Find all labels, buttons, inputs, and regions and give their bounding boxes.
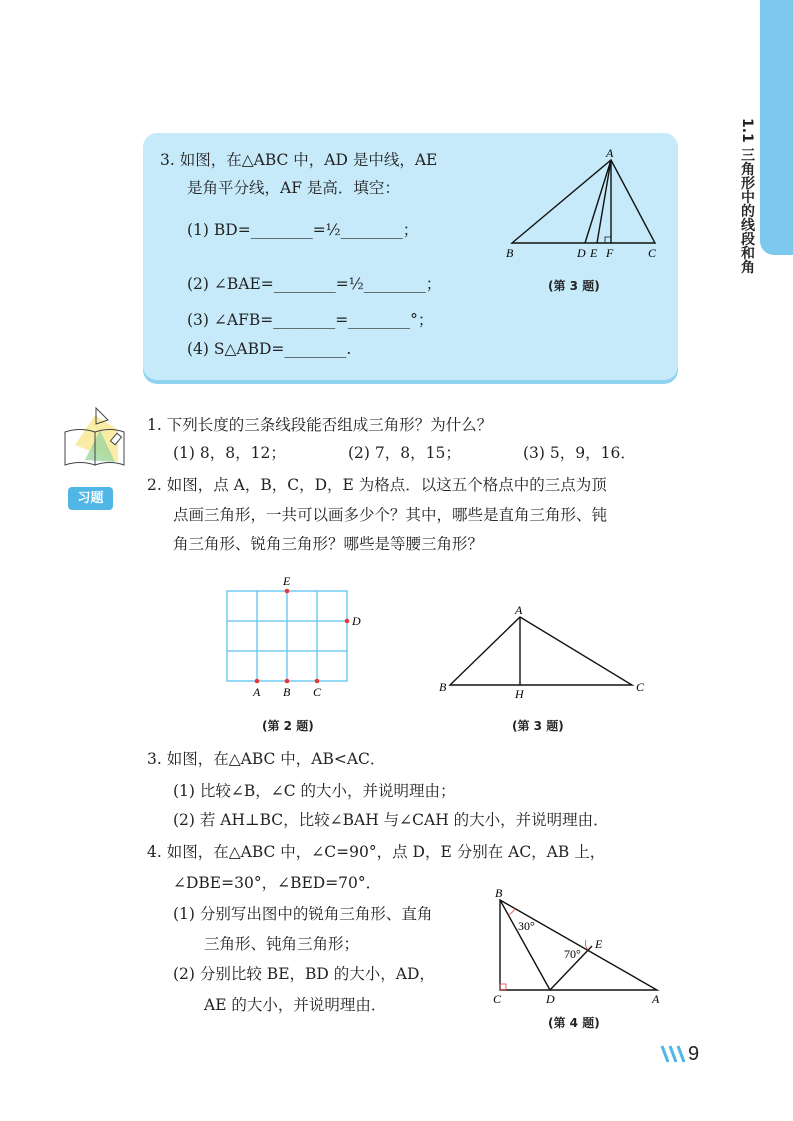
option: (2) 7，8，15； — [348, 444, 461, 462]
question-1: 1. 下列长度的三条线段能否组成三角形？为什么？ — [147, 416, 493, 434]
question-4-line: (1) 分别写出图中的锐角三角形、直角 — [173, 905, 433, 923]
point-label: E — [283, 574, 291, 588]
svg-text:D: D — [577, 246, 586, 260]
svg-text:C: C — [636, 680, 645, 694]
svg-text:E: E — [590, 246, 598, 260]
figure-caption: (第 3 题) — [548, 279, 600, 293]
point-label: A — [253, 685, 261, 699]
practice-line: (4) S△ABD=________. — [187, 340, 352, 358]
svg-text:70°: 70° — [564, 947, 581, 961]
svg-text:B: B — [495, 886, 503, 900]
practice-line: (2) ∠BAE=________=½________； — [187, 275, 442, 293]
triangle-abc-altitude — [450, 617, 632, 685]
question-4-line: 三角形、钝角三角形； — [204, 935, 360, 953]
svg-text:B: B — [506, 246, 514, 260]
figure-caption: (第 4 题) — [548, 1016, 600, 1030]
svg-text:C: C — [648, 246, 657, 260]
svg-text:A: A — [606, 146, 614, 160]
svg-text:C: C — [493, 992, 502, 1006]
svg-text:D: D — [546, 992, 555, 1006]
exercises-badge: 习题 — [68, 487, 113, 510]
svg-text:B: B — [439, 680, 447, 694]
option: (1) 8，8，12； — [173, 444, 286, 462]
section-title: 1.1 三角形中的线段和角 — [739, 118, 755, 274]
page-number: 9 — [688, 1043, 700, 1065]
figure-caption: (第 3 题) — [512, 719, 564, 733]
svg-text:E: E — [595, 937, 603, 951]
question-2: 2. 如图，点 A，B，C，D，E 为格点．以这五个格点中的三点为顶 — [147, 476, 607, 494]
svg-text:H: H — [515, 687, 524, 701]
right-triangle-figure — [500, 900, 657, 990]
grid-points — [255, 589, 350, 684]
practice-line: (1) BD=________=½________； — [187, 221, 419, 239]
question-3-line: (1) 比较∠B，∠C 的大小，并说明理由； — [173, 782, 456, 800]
question-4-line: ∠DBE=30°，∠BED=70°． — [173, 874, 382, 892]
question-4: 4. 如图，在△ABC 中，∠C=90°，点 D，E 分别在 AC，AB 上， — [147, 843, 606, 861]
svg-text:A: A — [515, 603, 523, 617]
book-icon — [65, 408, 124, 465]
question-4-line: (2) 分别比较 BE，BD 的大小，AD， — [173, 965, 435, 983]
page-number-stripes — [662, 1046, 684, 1062]
svg-text:A: A — [652, 992, 660, 1006]
point-label: B — [283, 685, 291, 699]
grid-figure — [227, 591, 347, 681]
figure-practice-triangle — [512, 160, 655, 243]
point-label: D — [352, 614, 361, 628]
svg-text:F: F — [606, 246, 614, 260]
practice-line: 是角平分线，AF 是高．填空： — [187, 179, 400, 197]
question-3-line: (2) 若 AH⊥BC，比较∠BAH 与∠CAH 的大小，并说明理由． — [173, 811, 609, 829]
question-2-line: 角三角形、锐角三角形？哪些是等腰三角形？ — [173, 535, 484, 553]
svg-text:30°: 30° — [518, 919, 535, 933]
option: (3) 5，9，16． — [523, 444, 636, 462]
question-4-line: AE 的大小，并说明理由． — [204, 996, 387, 1014]
question-2-line: 点画三角形，一共可以画多少个？其中，哪些是直角三角形、钝 — [173, 506, 608, 524]
figure-caption: (第 2 题) — [262, 719, 314, 733]
practice-line: 3. 如图，在△ABC 中，AD 是中线，AE — [160, 151, 438, 169]
question-3: 3. 如图，在△ABC 中，AB<AC． — [147, 750, 386, 768]
practice-line: (3) ∠AFB=________=________°； — [187, 311, 434, 329]
point-label: C — [313, 685, 322, 699]
